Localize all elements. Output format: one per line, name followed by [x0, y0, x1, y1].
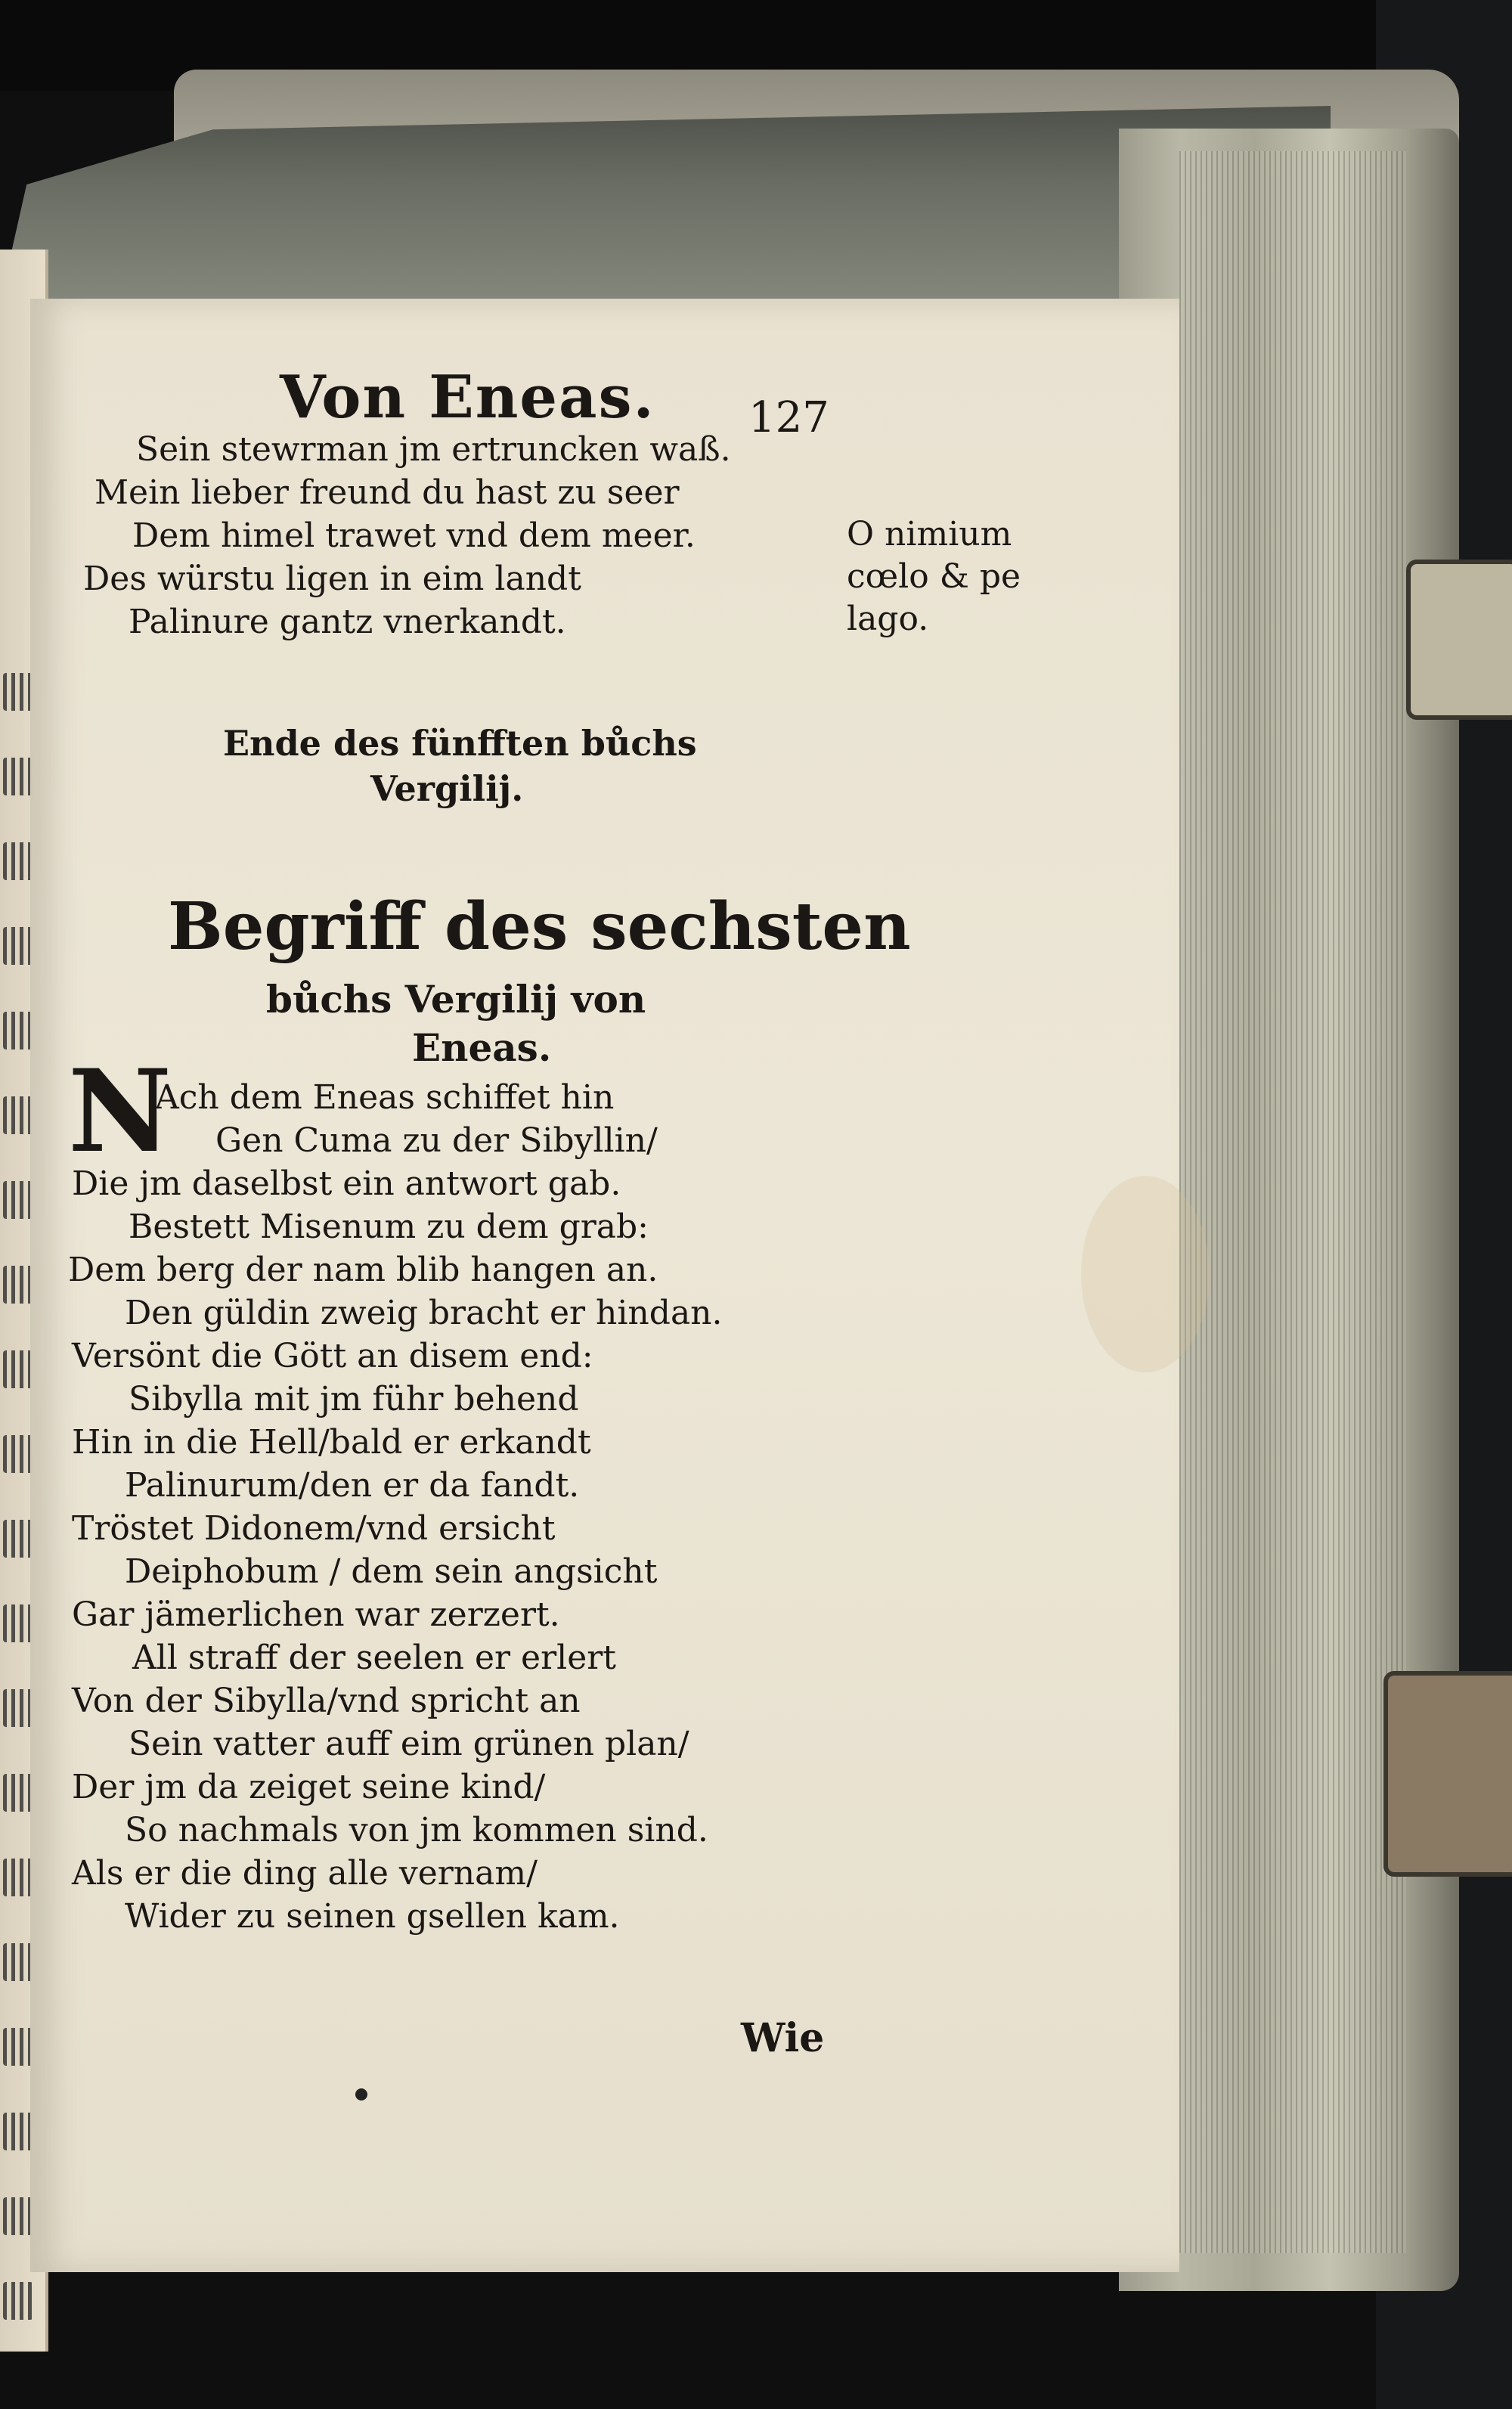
summary-line: Von der Sibylla/vnd spricht an: [72, 1682, 581, 1720]
clasp-upper: [1406, 560, 1512, 720]
summary-line: All straff der seelen er erlert: [132, 1639, 616, 1677]
summary-line: Hin in die Hell/bald er erkandt: [72, 1423, 591, 1462]
summary-line: So nachmals von jm kommen sind.: [125, 1811, 708, 1849]
printer-mark-dot: [355, 2088, 367, 2101]
paper-stain: [1081, 1176, 1210, 1372]
summary-line: Deiphobum / dem sein angsicht: [125, 1552, 658, 1591]
summary-line: Die jm daselbst ein antwort gab.: [72, 1164, 621, 1203]
page-number: 127: [748, 393, 829, 442]
running-head: Von Eneas.: [280, 363, 655, 432]
summary-line: Versönt die Gött an disem end:: [72, 1337, 593, 1375]
catchword: Wie: [741, 2015, 825, 2061]
summary-line: Bestett Misenum zu dem grab:: [129, 1208, 649, 1246]
summary-line: Gen Cuma zu der Sibyllin/: [215, 1121, 658, 1160]
summary-line: Ach dem Eneas schiffet hin: [155, 1078, 615, 1117]
summary-line: Wider zu seinen gsellen kam.: [125, 1897, 620, 1936]
summary-line: Dem berg der nam blib hangen an.: [68, 1251, 658, 1289]
page-edges: [1179, 151, 1406, 2253]
decorated-initial: N: [68, 1045, 172, 1178]
clasp-lower: [1383, 1671, 1512, 1877]
section-subheading: bůchs Vergilij von: [266, 977, 646, 1022]
summary-line: Palinurum/den er da fandt.: [125, 1466, 580, 1505]
verse-line: Dem himel trawet vnd dem meer.: [132, 516, 696, 555]
marginal-note-line: O nimium: [847, 515, 1012, 553]
summary-line: Sibylla mit jm führ behend: [129, 1380, 579, 1418]
section-subheading: Eneas.: [412, 1025, 552, 1070]
verse-line: Des würstu ligen in eim landt: [83, 560, 581, 598]
verse-line: Mein lieber freund du hast zu seer: [94, 473, 680, 512]
summary-line: Den güldin zweig bracht er hindan.: [125, 1294, 723, 1332]
summary-line: Tröstet Didonem/vnd ersicht: [72, 1509, 556, 1548]
end-note-line: Ende des fünfften bůchs: [223, 723, 697, 764]
verse-line: Sein stewrman jm ertruncken waß.: [136, 430, 731, 469]
marginal-note-line: lago.: [847, 600, 929, 638]
marginal-note-line: cœlo & pe: [847, 557, 1021, 596]
summary-line: Gar jämerlichen war zerzert.: [72, 1595, 560, 1634]
summary-line: Sein vatter auff eim grünen plan/: [129, 1725, 689, 1763]
end-note-line: Vergilij.: [370, 768, 524, 809]
section-heading: Begriff des sechsten: [168, 888, 911, 965]
summary-line: Als er die ding alle vernam/: [72, 1854, 538, 1893]
summary-line: Der jm da zeiget seine kind/: [72, 1768, 546, 1806]
verse-line: Palinure gantz vnerkandt.: [129, 603, 566, 641]
